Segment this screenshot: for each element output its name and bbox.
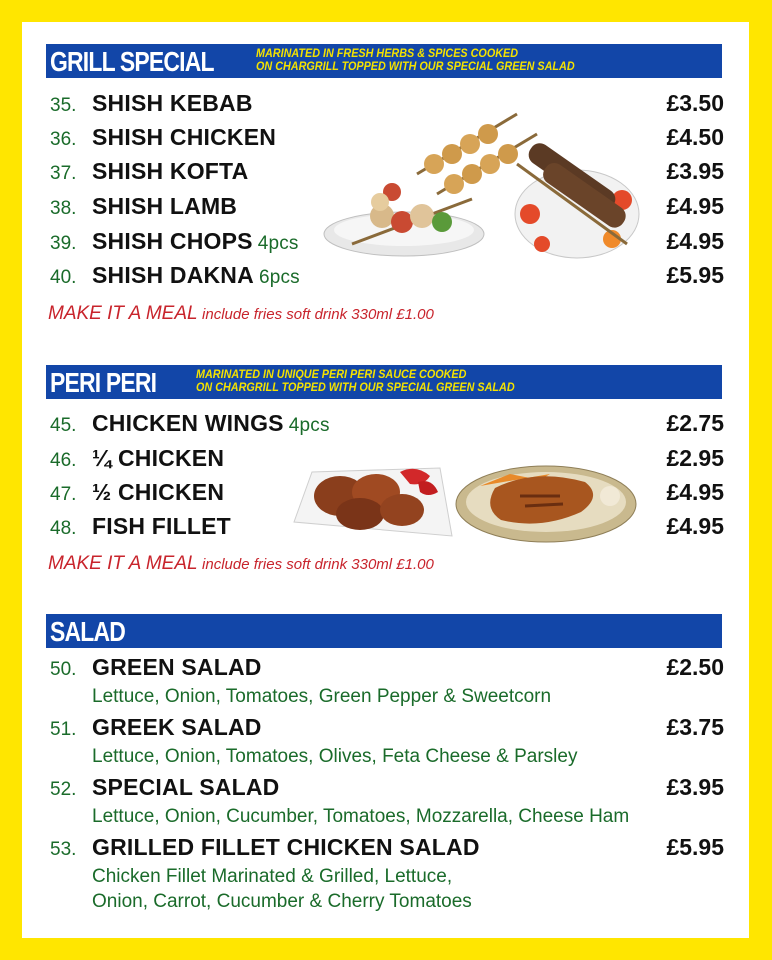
item-name: SHISH KOFTA <box>92 158 249 184</box>
item-name: SHISH CHICKEN <box>92 124 277 150</box>
item-price: £4.95 <box>666 193 724 219</box>
grill-skewers-image <box>322 104 640 268</box>
meal-offer: MAKE IT A MEAL include fries soft drink 330ml £1.00 <box>48 303 434 324</box>
item-quantity: 4pcs <box>257 233 299 254</box>
item-name: GREEK SALAD <box>92 714 262 740</box>
item-description: Lettuce, Onion, Cucumber, Tomatoes, Mozzarella, Cheese Ham <box>92 806 630 827</box>
item-name: GRILLED FILLET CHICKEN SALAD <box>92 834 480 860</box>
menu-item <box>50 408 724 440</box>
item-name: SHISH DAKNA 6pcs <box>92 262 300 288</box>
item-quantity: 4pcs <box>288 415 330 436</box>
item-number: 51. <box>50 719 77 740</box>
item-number: 39. <box>50 233 77 254</box>
item-number: 40. <box>50 267 77 288</box>
item-price: £4.95 <box>666 513 724 539</box>
section-title: SALAD <box>50 616 125 647</box>
item-name: SHISH LAMB <box>92 193 238 219</box>
menu-item <box>50 772 724 804</box>
item-price: £3.95 <box>666 158 724 184</box>
item-number: 35. <box>50 95 77 116</box>
item-price: £2.75 <box>666 410 724 436</box>
item-number: 48. <box>50 518 77 539</box>
item-price: £2.50 <box>666 654 724 680</box>
grill-special-header <box>46 44 722 78</box>
item-number: 36. <box>50 129 77 150</box>
menu-item <box>50 652 724 684</box>
section-title: PERI PERI <box>50 367 157 398</box>
item-price: £5.95 <box>666 262 724 288</box>
menu-item <box>50 832 724 864</box>
item-price: £3.50 <box>666 90 724 116</box>
peri-peri-header <box>46 365 722 399</box>
peri-peri-chicken-image <box>290 452 638 544</box>
item-name: SHISH KEBAB <box>92 90 253 116</box>
meal-offer: MAKE IT A MEAL include fries soft drink 330ml £1.00 <box>48 553 434 574</box>
item-number: 37. <box>50 163 77 184</box>
item-description: Lettuce, Onion, Tomatoes, Green Pepper & Sweetcorn <box>92 686 552 707</box>
item-number: 50. <box>50 659 77 680</box>
item-number: 46. <box>50 450 77 471</box>
item-number: 45. <box>50 415 77 436</box>
item-name: CHICKEN WINGS 4pcs <box>92 410 330 436</box>
item-price: £5.95 <box>666 834 724 860</box>
item-number: 38. <box>50 198 77 219</box>
item-quantity: 6pcs <box>258 267 300 288</box>
item-name: SHISH CHOPS 4pcs <box>92 228 299 254</box>
item-number: 53. <box>50 839 77 860</box>
section-title: GRILL SPECIAL <box>50 46 214 77</box>
item-price: £4.50 <box>666 124 724 150</box>
item-description: Onion, Carrot, Cucumber & Cherry Tomatoes <box>92 891 472 912</box>
item-description: Lettuce, Onion, Tomatoes, Olives, Feta Cheese & Parsley <box>92 746 578 767</box>
item-price: £4.95 <box>666 228 724 254</box>
menu-item <box>50 712 724 744</box>
salad-header <box>46 614 722 648</box>
item-number: 52. <box>50 779 77 800</box>
section-subtitle: MARINATED IN FRESH HERBS & SPICES COOKED ON CHARGRILL TOPPED WITH OUR SPECIAL GREEN SALAD <box>256 46 575 73</box>
item-price: £2.95 <box>666 445 724 471</box>
item-number: 47. <box>50 484 77 505</box>
item-description: Chicken Fillet Marinated & Grilled, Lettuce, <box>92 866 453 887</box>
item-name: ½ CHICKEN <box>92 479 225 505</box>
item-name: GREEN SALAD <box>92 654 262 680</box>
item-name: SPECIAL SALAD <box>92 774 280 800</box>
item-name: ¼ CHICKEN <box>92 445 225 471</box>
item-name: FISH FILLET <box>92 513 231 539</box>
item-price: £3.75 <box>666 714 724 740</box>
section-subtitle: MARINATED IN UNIQUE PERI PERI SAUCE COOKED ON CHARGRILL TOPPED WITH OUR SPECIAL GREEN SALAD <box>196 367 515 394</box>
item-price: £3.95 <box>666 774 724 800</box>
item-price: £4.95 <box>666 479 724 505</box>
